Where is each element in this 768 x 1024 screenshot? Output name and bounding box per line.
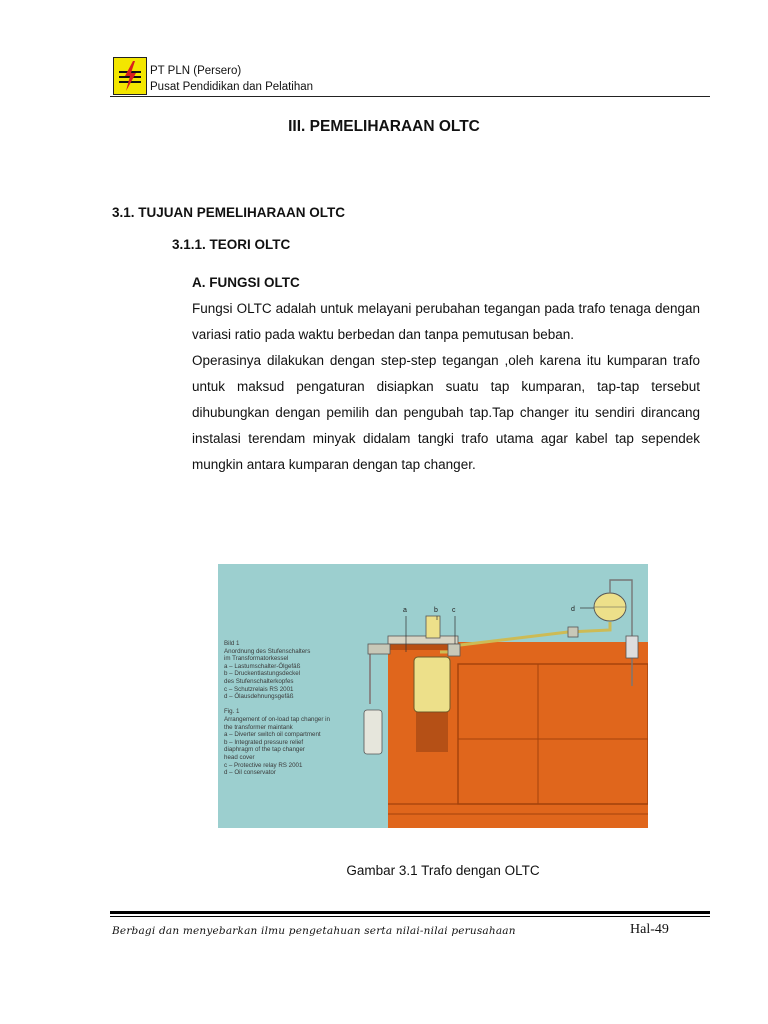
figure-legend-line: the transformer maintank <box>224 723 293 731</box>
figure-legend-line: diaphragm of the tap changer <box>224 746 305 754</box>
header-unit: Pusat Pendidikan dan Pelatihan <box>150 81 314 93</box>
subsubsection-heading: A. FUNGSI OLTC <box>192 275 300 290</box>
figure-legend-line: a – Diverter switch oil compartment <box>224 731 321 739</box>
figure-legend-line: Arrangement of on-load tap changer in <box>224 715 330 723</box>
label-c: c <box>452 607 456 614</box>
figure-legend-line: b – Integrated pressure relief <box>224 738 304 746</box>
header-company: PT PLN (Persero) <box>150 65 242 77</box>
figure-legend-line <box>224 701 330 709</box>
lightning-logo-icon <box>114 58 146 94</box>
oltc-figure <box>218 564 648 828</box>
label-b: b <box>434 607 438 614</box>
figure-legend-line: c – Protective relay RS 2001 <box>224 761 303 769</box>
label-a: a <box>403 607 407 614</box>
footer-divider-thin <box>110 916 710 917</box>
figure-legend-line: im Transformatorkessel <box>224 655 289 663</box>
pln-logo <box>113 57 147 95</box>
figure-legend <box>224 640 330 777</box>
figure-legend-line: Anordnung des Stufenschalters <box>224 647 311 655</box>
body-text <box>192 296 700 478</box>
figure-caption: Gambar 3.1 Trafo dengan OLTC <box>346 863 540 878</box>
figure-legend-line: d – Oil conservator <box>224 769 276 777</box>
figure-legend-line: Fig. 1 <box>224 708 240 716</box>
figure-legend-line: b – Druckentlastungsdeckel <box>224 670 301 678</box>
section-heading: 3.1. TUJUAN PEMELIHARAAN OLTC <box>112 205 346 220</box>
header-divider <box>110 96 710 97</box>
figure-legend-line: a – Lastumschalter-Ölgefäß <box>224 662 301 670</box>
paragraph-1: Fungsi OLTC adalah untuk melayani perubahan tegangan pada trafo tenaga dengan variasi ratio pada waktu berbedan dan tanpa pemutusan beban. <box>192 301 700 342</box>
figure-legend-line: d – Ölausdehnungsgefäß <box>224 693 294 701</box>
subsection-heading: 3.1.1. TEORI OLTC <box>172 237 291 252</box>
chapter-title: III. PEMELIHARAAN OLTC <box>288 118 480 135</box>
footer-divider-thick <box>110 911 710 914</box>
footer-motto: Berbagi dan menyebarkan ilmu pengetahuan serta nilai-nilai perusahaan <box>112 925 516 937</box>
paragraph-2: Operasinya dilakukan dengan step-step tegangan ,oleh karena itu kumparan trafo untuk maksud pengaturan disiapkan suatu tap kumparan, tap-tap tersebut dihubungkan dengan pemilih dan pengubah tap.Tap changer itu sendiri dirancang instalasi terendam minyak didalam tangki trafo utama agar kabel tap sependek mungkin antara kumparan dengan tap changer. <box>192 353 700 472</box>
figure-legend-line: des Stufenschalterkopfes <box>224 677 294 685</box>
label-d: d <box>571 606 575 613</box>
page-number: Hal-49 <box>630 922 669 937</box>
figure-legend-line: c – Schutzrelais RS 2001 <box>224 685 294 693</box>
figure-legend-line: head cover <box>224 753 255 761</box>
figure-legend-line: Bild 1 <box>224 640 240 647</box>
